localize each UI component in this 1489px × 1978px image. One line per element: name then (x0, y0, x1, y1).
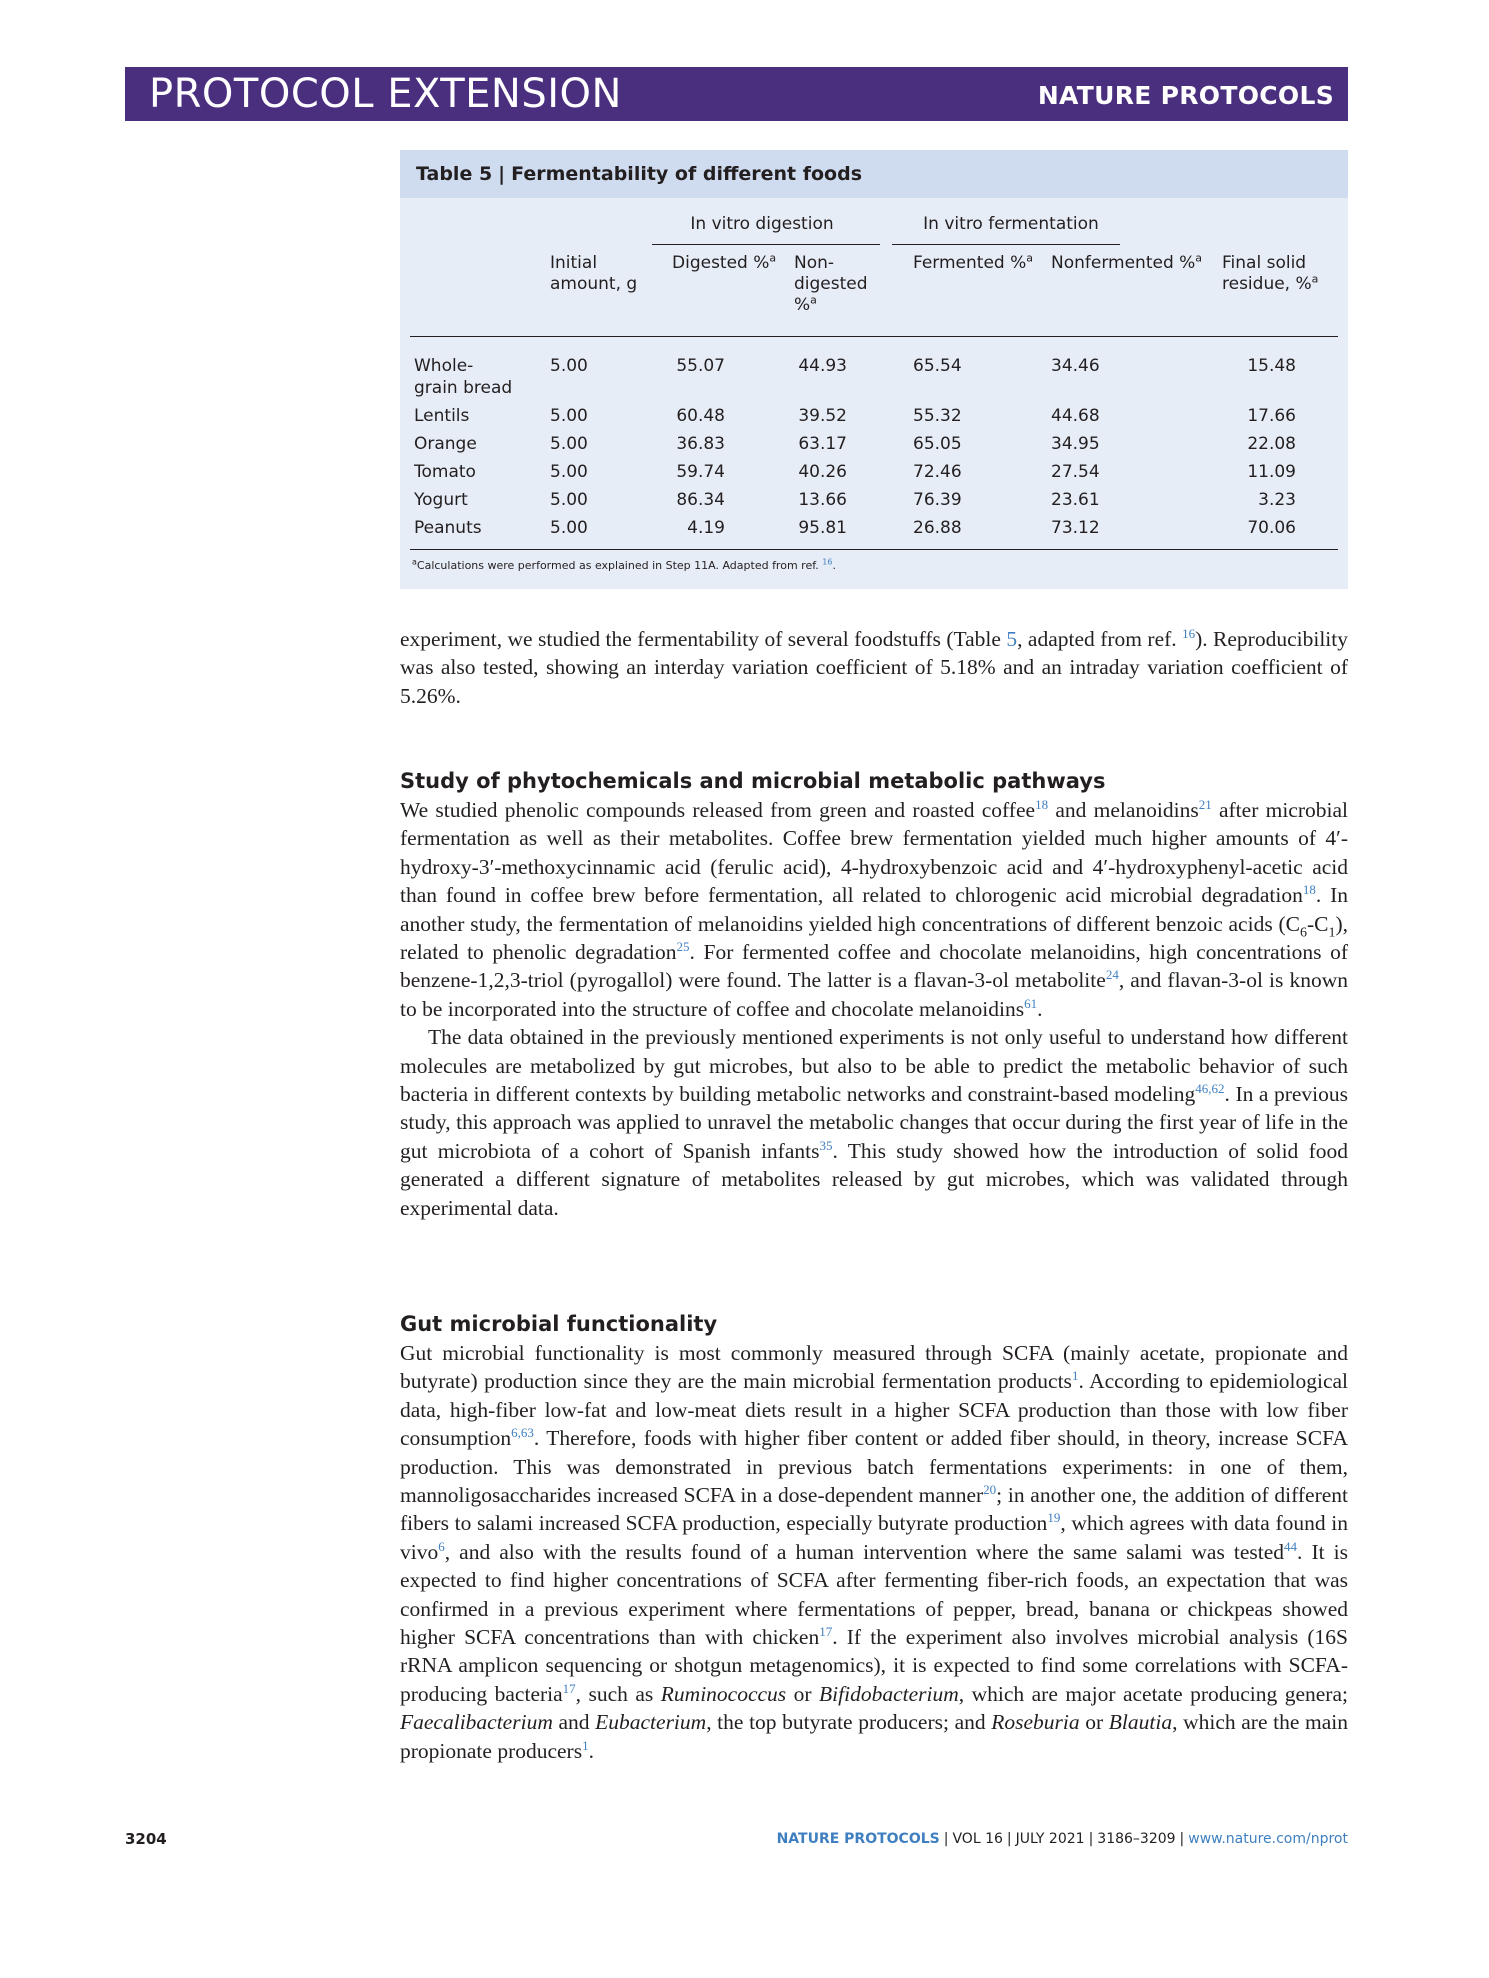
journal-name: NATURE PROTOCOLS (1037, 81, 1334, 110)
row-fermented: 55.32 (913, 406, 962, 426)
row-initial: 5.00 (550, 462, 588, 482)
footer-date: JULY 2021 (1015, 1831, 1085, 1847)
header-rule (410, 336, 1338, 337)
table-footnote (412, 559, 836, 572)
row-digested: 36.83 (676, 434, 725, 454)
col-header-nonfermented-label: Nonfermented % (1051, 253, 1196, 273)
citation-link[interactable]: 16 (1182, 625, 1196, 641)
text-run: . If the experiment also involves microbial analysis (16S rRNA amplicon sequencing or shotgun metagenomics), it is expected to find some correlations with SCFA-producing bacteria (400, 1625, 1349, 1706)
citation-link[interactable]: 24 (1105, 967, 1119, 983)
table-caption (416, 163, 862, 185)
text-run: . According to epidemiological data, high-fiber low-fat and low-meat diets result in a higher SCFA production than those with low fiber consumption (400, 1369, 1349, 1451)
text-run: experiment, we studied the fermentability of several foodstuffs (Table (400, 627, 1007, 651)
row-residue: 3.23 (1258, 490, 1296, 510)
subscript: 6 (1299, 924, 1307, 940)
row-digested: 55.07 (676, 356, 725, 376)
article-type: PROTOCOL EXTENSION (149, 71, 622, 117)
row-fermented: 72.46 (913, 462, 962, 482)
text-run: . For fermented coffee and chocolate melanoidins, high concentrations of benzene-1,2,3-triol (pyrogallol) were found. The latter is a flavan-3-ol metabolite (400, 940, 1348, 993)
section1-paragraph-1 (400, 796, 1348, 1023)
footer-journal: NATURE PROTOCOLS (776, 1831, 940, 1847)
group-rule-fermentation (892, 244, 1120, 245)
group-header-fermentation: In vitro fermentation (923, 214, 1099, 234)
footer-volume: VOL 16 (952, 1831, 1003, 1847)
row-initial: 5.00 (550, 406, 588, 426)
table-title-bar (400, 150, 1348, 198)
section2-body (400, 1339, 1348, 1765)
text-run: after microbial fermentation as well as their metabolites. Coffee brew fermentation yielded much higher amounts of 4′-hydroxy-3′-methoxycinnamic acid (ferulic acid), 4-hydroxybenzoic acid and 4′-hydroxyphenyl-acetic acid than found in coffee brew before fermentation, all related to chlorogenic acid microbial degradation (400, 798, 1348, 908)
col-header-initial-line2: amount, g (550, 274, 638, 294)
row-fermented: 65.05 (913, 434, 962, 454)
citation-link[interactable]: 44 (1284, 1538, 1298, 1554)
row-initial: 5.00 (550, 434, 588, 454)
section1-paragraph-2 (400, 1023, 1348, 1222)
text-run: or (1079, 1710, 1109, 1735)
section2-paragraph-1 (400, 1339, 1348, 1765)
citation-link[interactable]: 35 (819, 1137, 833, 1153)
body-paragraph-1 (400, 625, 1348, 710)
row-food: Orange (414, 434, 477, 454)
table-ref-link[interactable]: 5 (1006, 627, 1018, 651)
row-residue: 15.48 (1247, 356, 1296, 376)
footnote-end: . (832, 559, 836, 572)
citation-link[interactable]: 17 (562, 1680, 576, 1696)
col-header-nonfermented (1051, 253, 1202, 274)
table-5 (400, 150, 1348, 589)
text-run: We studied phenolic compounds released from green and roasted coffee (400, 798, 1036, 822)
footnote-text: Calculations were performed as explained in Step 11A. Adapted from ref. (416, 559, 823, 572)
text-run: and (552, 1710, 596, 1735)
col-header-residue-line2: residue, % (1222, 274, 1312, 294)
genus-name: Roseburia (991, 1710, 1080, 1735)
text-run: . This study showed how the introduction of solid food generated a different signature of metabolites released by gut microbes, which was validated through experimental data. (400, 1138, 1348, 1220)
row-nondigested: 13.66 (798, 490, 847, 510)
text-run: ), related to phenolic degradation (400, 911, 1348, 965)
row-digested: 86.34 (676, 490, 725, 510)
row-nonfermented: 73.12 (1051, 518, 1100, 538)
col-header-digested (672, 253, 776, 274)
row-fermented: 65.54 (913, 356, 962, 376)
row-food: Yogurt (414, 490, 468, 510)
row-nonfermented: 27.54 (1051, 462, 1100, 482)
col-header-residue (1222, 253, 1318, 295)
row-digested: 4.19 (687, 518, 725, 538)
row-nondigested: 95.81 (798, 518, 847, 538)
row-food: Lentils (414, 406, 470, 426)
header-bar (125, 67, 1348, 121)
row-fermented: 76.39 (913, 490, 962, 510)
row-nondigested: 44.93 (798, 356, 847, 376)
text-run: and melanoidins (1048, 798, 1199, 822)
page-number: 3204 (125, 1830, 167, 1848)
footer-citation: NATURE PROTOCOLS | VOL 16 | JULY 2021 | 3186–3209 | www.nature.com/nprot (776, 1831, 1348, 1847)
text-run: . It is expected to find higher concentrations of SCFA after fermenting fiber-rich foods, an expectation that was confirmed in a previous experiment where fermentations of pepper, bread, banana or chickpeas showed higher SCFA concentrations than with chicken (400, 1539, 1348, 1650)
row-nonfermented: 23.61 (1051, 490, 1100, 510)
row-nonfermented: 34.95 (1051, 434, 1100, 454)
text-run: , and flavan-3-ol is known to be incorporated into the structure of coffee and chocolate melanoidins (400, 968, 1349, 1021)
row-nonfermented: 34.46 (1051, 356, 1100, 376)
genus-name: Bifidobacterium (819, 1681, 959, 1706)
group-rule-digestion (652, 244, 880, 245)
text-run: . In another study, the fermentation of melanoidins yielded high concentrations of different benzoic acids (C (400, 883, 1348, 936)
genus-name: Blautia (1108, 1710, 1173, 1735)
row-nondigested: 39.52 (798, 406, 847, 426)
citation-link[interactable]: 1 (582, 1737, 589, 1753)
row-digested: 60.48 (676, 406, 725, 426)
text-run: , such as (575, 1681, 661, 1706)
row-nondigested: 40.26 (798, 462, 847, 482)
footer-url-link[interactable]: www.nature.com/nprot (1188, 1831, 1348, 1847)
section1-body (400, 796, 1348, 1222)
text-run: The data obtained in the previously mentioned experiments is not only useful to understand how different molecules are metabolized by gut microbes, but also to be able to predict the metabolic behavior of such bacteria in different contexts by building metabolic networks and constraint-based modeling (400, 1025, 1348, 1107)
footnote-ref-link[interactable]: 16 (822, 557, 833, 567)
text-run: ). Reproducibility was also tested, showing an interday variation coefficient of 5.18% and an intraday variation coefficient of 5.26%. (400, 627, 1348, 708)
row-food: Whole- (414, 356, 474, 376)
text-run: . (588, 1738, 594, 1763)
text-run: , which agrees with data found in vivo (400, 1511, 1348, 1564)
col-header-residue-line1: Final solid (1222, 253, 1307, 273)
text-run: , and also with the results found of a human intervention where the same salami was tested (444, 1539, 1285, 1564)
table-title-separator: | (498, 163, 506, 185)
citation-link[interactable]: 18 (1035, 796, 1049, 812)
citation-link[interactable]: 6,63 (511, 1425, 534, 1441)
table-title: Fermentability of different foods (511, 163, 863, 185)
group-header-digestion: In vitro digestion (690, 214, 834, 234)
col-header-fermented (913, 253, 1033, 274)
col-header-residue-sup: a (1311, 272, 1319, 286)
col-header-nondigested-line3: % (794, 295, 811, 315)
citation-link[interactable]: 17 (819, 1623, 833, 1639)
genus-name: Faecalibacterium (400, 1710, 553, 1735)
genus-name: Eubacterium (595, 1710, 707, 1735)
col-header-nondigested-line2: digested (794, 274, 868, 294)
text-run: . In a previous study, this approach was applied to unravel the metabolic changes that occur during the first year of life in the gut microbiota of a cohort of Spanish infants (400, 1082, 1349, 1163)
row-food-line2: grain bread (414, 378, 513, 398)
col-header-nondigested (794, 253, 868, 316)
footer-pages: 3186–3209 (1097, 1831, 1176, 1847)
text-run: -C (1306, 911, 1329, 936)
citation-link[interactable]: 61 (1024, 995, 1038, 1011)
row-residue: 11.09 (1247, 462, 1296, 482)
citation-link[interactable]: 20 (983, 1481, 997, 1497)
col-header-digested-sup: a (769, 251, 777, 265)
col-header-initial (550, 253, 637, 295)
subscript: 1 (1328, 924, 1336, 940)
citation-link[interactable]: 1 (1071, 1368, 1079, 1384)
row-residue: 70.06 (1247, 518, 1296, 538)
col-header-fermented-sup: a (1026, 251, 1034, 265)
text-run: Gut microbial functionality is most commonly measured through SCFA (mainly acetate, propionate and butyrate) production since they are the main microbial fermentation products (400, 1341, 1348, 1394)
text-run: , adapted from ref. (1017, 627, 1183, 651)
row-digested: 59.74 (676, 462, 725, 482)
row-initial: 5.00 (550, 356, 588, 376)
text-run: , the top butyrate producers; and (706, 1710, 992, 1735)
citation-link[interactable]: 18 (1302, 882, 1316, 898)
text-run: , which are the main propionate producers (400, 1710, 1348, 1763)
text-run: or (786, 1681, 820, 1706)
text-run: , which are major acetate producing genera; (958, 1681, 1348, 1706)
row-food: Peanuts (414, 518, 482, 538)
col-header-digested-label: Digested % (672, 253, 770, 273)
row-nonfermented: 44.68 (1051, 406, 1100, 426)
footnote-marker: a (412, 557, 417, 567)
bottom-rule (410, 549, 1338, 550)
row-residue: 22.08 (1247, 434, 1296, 454)
text-run: ; in another one, the addition of different fibers to salami increased SCFA production, especially butyrate production (400, 1483, 1348, 1536)
table-number: Table 5 (416, 163, 493, 185)
citation-link[interactable]: 25 (676, 938, 690, 954)
col-header-nondigested-sup: a (810, 293, 817, 307)
col-header-nondigested-line1: Non- (794, 253, 835, 273)
row-fermented: 26.88 (913, 518, 962, 538)
text-run: . (1037, 996, 1043, 1021)
text-run: . Therefore, foods with higher fiber content or added fiber should, in theory, increase SCFA production. This was demonstrated in previous batch fermentations experiments: in one of them, mannoligosaccharides increased SCFA in a dose-dependent manner (400, 1426, 1348, 1508)
row-residue: 17.66 (1247, 406, 1296, 426)
col-header-fermented-label: Fermented % (913, 253, 1027, 273)
citation-link[interactable]: 21 (1198, 796, 1212, 812)
row-food: Tomato (414, 462, 476, 482)
row-initial: 5.00 (550, 490, 588, 510)
col-header-initial-line1: Initial (550, 253, 598, 273)
col-header-nonfermented-sup: a (1195, 251, 1203, 265)
citation-link[interactable]: 46,62 (1195, 1080, 1225, 1096)
row-nondigested: 63.17 (798, 434, 847, 454)
citation-link[interactable]: 6 (438, 1538, 445, 1554)
section-heading-gut-functionality: Gut microbial functionality (400, 1312, 718, 1336)
section-heading-phytochemicals: Study of phytochemicals and microbial metabolic pathways (400, 769, 1106, 793)
row-initial: 5.00 (550, 518, 588, 538)
genus-name: Ruminococcus (660, 1681, 787, 1706)
citation-link[interactable]: 19 (1047, 1510, 1061, 1526)
